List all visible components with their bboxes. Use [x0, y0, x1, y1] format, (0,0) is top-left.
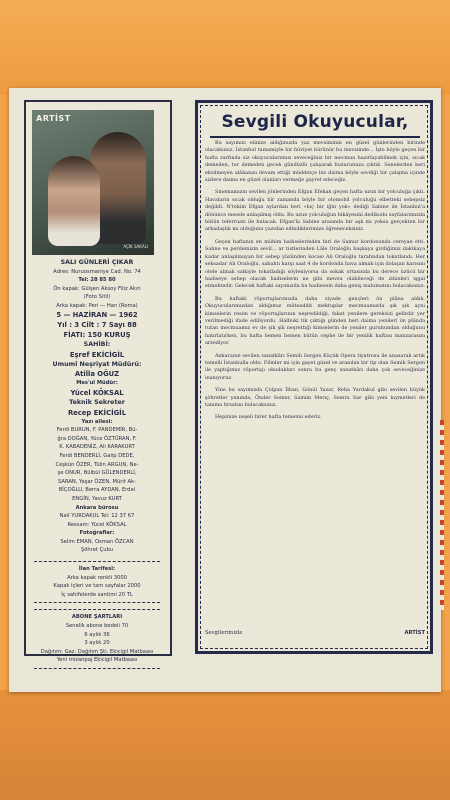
photo-brand-label: ARTİST — [36, 114, 71, 123]
editorial-paragraph: Ankaranın sevilen sanatkârı Semih Sergen Küçük Opera tiyatrosu ile anasarak artık temelli İstanbulla oldu. Filmler mi için gayet güzel ve aranılan bir tip olan Semih Sergen ile yaptığımız röportajı okudukları sonra bu genç sanatkârı daha çok seveceğinize inanıyoruz. — [205, 352, 425, 381]
masthead-line: Yücel KÖKSAL — [70, 389, 124, 398]
subscription-title: ABONE ŞARTLARI — [71, 614, 123, 621]
masthead-line: Adres: Nuruosmaniye Cad. No. 74 — [53, 268, 141, 275]
ad-rate-line: Kapak içleri ve tam sayfalar 2000 — [53, 583, 141, 590]
masthead-line: Arka kapak: Peri — Han (Roma) — [56, 302, 138, 309]
subscription-line: Dağıtım: Gaz. Dağıtım Şti. Ekicigil Matbaası — [40, 648, 154, 655]
editorial-paragraph: Sinemamızın sevilen jönlerinden Efgan Efekan geçen hafta uzun bir yolculuğa çıktı. Havaların sıcak olduğu bir zamanda böyle bir otomobil yolculuğu elbetteki sebepsiz değildi. N'tekim Efgan aylardan beri «hiç bir iğin yok» dediği Sabine ile İstanbul'a dönünce mesele anlaşılmış oldu. Bu uzun yolculuğun hikâyesini dedikodu sayfalarımızda bütün teferruatı ile bulacak. Efgan'la Sabine arasında bir aşk mı yoksa gerçekten bir arkadaşlık mı olduğunu yazıdan edindiklerimize öğreneceksiniz. — [205, 189, 425, 233]
masthead-line: ENGİN, Yavuz KURT — [72, 495, 122, 502]
masthead-line: Nail YURDAKUL Tel: 12 37 67 — [59, 513, 135, 520]
editorial-paragraph: Geçen haftanın en mühim hadiselerinden biri de Samur kordonunda cereyan etti. Sahne ve perdemizin sevil... ar tistlerinden Lâle Oraloğlu başkaya girdiğimiz dakikaya kadar anlaşılmayan bir sebep yüzünden kocası Ali Oraloğlu tarafından tokatlandı. Her seksadar Ali Oraloğlu, sabahtı karşı saat 4 de kordonda hava almak için dolaşan karısını otele almak salkiyle tokatladığı söyleniyorsa da sokak ortasında bu derece üzücü bir hadiseye sebep olacak hadiselerin ne gibi mevzu olabileceği de zihinleri işgal etmektedir. Gelecek haftaki sayımızda bu hadisenin daha geniş malumatını bulacaksınız. — [205, 238, 426, 290]
subscription-line: 6 aylık 36 — [84, 631, 110, 638]
editorial-paragraph: Bu sayımızı elinize aldığınızda yaz mevsiminin en güzel günlerinden birinde olacaksınız. İstanbul tamamiyle bir hüviyet bürünür bu mevsimde... İşte böyle geçen bir hafta zarfında siz okuyucularımızı seveceğiniz bir mecmua hazırlayabilmek için, sıcak demeden, tor demeden gecelı gündüzlü çalışarak huzurunuza çıktık. Senelerden beri eksilmeyen alâkanızı devam ettiği müddetçe biz daima böyle sevdiği bir çalışma içinde sizlere daima en güzel olanları vermeğe gayret edeceğiz. — [205, 140, 425, 184]
editorial-paragraph: Bu haftaki röportajlarımızda daha ziyade gençleri ön plâna aldık. Okuyucularımızdan aldığımız müteaddit mektuplar mecmuamızda şık şık ayni kimselerin resim ve röportajlarının neşredildiği, fakat yenilere gereksizi gelirdir yer verilmediği ifade ediliyordu. Halbuki tik çıktığı günden beri daima yenileri ön plânda tutan mecmuamız ev de şik şik neşrettiği kimselerin de yeniler guruhundan olduğunu hatırlatırken, bu hafta hemen hemen bütün cephe ile bir yenilik haftası manzarasını arzediyor. — [205, 295, 425, 347]
masthead-line: Recep EKİCİGİL — [67, 408, 127, 417]
signature-text: ARTİST — [404, 630, 425, 636]
subscription-box — [34, 609, 160, 669]
masthead-line: Ceşkün ÖZER, Tülin ARGUN, Ne- — [55, 461, 139, 468]
masthead-line: FİATI: 150 KURUŞ — [63, 331, 131, 340]
masthead-line: ğra DOĞAN, Yüce ÖZTÜRAN, F. — [57, 435, 137, 442]
masthead-line: SALI GÜNLERİ ÇIKAR — [60, 259, 134, 266]
editorial-paragraph: Yine bu sayımızda Çolpan İlhan, Gönül Yazar, Reha Yurdakul gibi sevilen büyük şöhretler yanında, Önder Somer, Samim Meriç, Semra Sar gibi yeni kıymetleri de tanıma fırsatını bulacaksınız. — [205, 387, 425, 408]
subscription-line: 3 aylık 20 — [84, 640, 110, 647]
masthead-line: Ferdi BENDERLİ, Galip DEDE, — [59, 452, 135, 459]
editorial-body — [205, 140, 425, 427]
ad-rates-box — [34, 561, 160, 603]
cover-photo — [32, 110, 154, 255]
ad-rate-line: İç sahifelerde santimi 20 TL — [61, 591, 133, 598]
masthead-line: Eşref EKİCİGİL — [69, 350, 125, 359]
ad-rate-line: Arka kapak renkli 3000 — [67, 574, 127, 581]
signature-line — [205, 630, 425, 636]
actress-figure — [48, 156, 100, 246]
masthead-line: şe ONUR, Bülbül GÜLENDERLİ, — [57, 470, 137, 477]
background-bottom — [0, 690, 450, 800]
photo-caption: AÇIK SAKALI — [123, 244, 148, 249]
masthead-line: SAHİBİ: — [83, 341, 111, 349]
masthead-line: Umumî Neşriyat Müdürü: — [52, 360, 142, 368]
masthead-line: Ankara bürosu — [75, 504, 119, 511]
masthead-line: Ressam: Yücel KÖKSAL — [67, 521, 127, 528]
masthead-line: Selim EMAN, Osman ÖZCAN — [60, 538, 134, 545]
masthead-line: SARAN, Yaşar ÖZEN, Mürit Ak- — [58, 478, 136, 485]
masthead-line: Atilla OĞUZ — [74, 370, 120, 379]
masthead-line: Ön kapak: Gülşen Aksoy Filiz Akın — [53, 285, 141, 292]
ad-rates-title: İlan Tarifesi: — [78, 566, 116, 573]
masthead-line: K. KABADENİZ, Ali KARAKURT — [59, 444, 135, 451]
closing-text: Sevgilerimizle — [205, 630, 243, 636]
masthead-line: Şöhret Çubu — [80, 547, 114, 554]
subscription-line: Senelik abone bedeli 70 — [65, 623, 129, 630]
masthead-line: Yıl : 3 Cilt : 7 Sayı 88 — [57, 321, 137, 330]
masthead-line: Yazı ailesi: — [81, 418, 113, 425]
masthead-line: (Foto Sitil) — [83, 294, 111, 301]
subscription-line: Yeni mizanpaj Ekicigil Matbaası — [56, 657, 138, 664]
background-top — [0, 0, 450, 95]
masthead-line: Ferdi BURUN, F. PANDEMİR, Bü- — [56, 427, 138, 434]
masthead-text — [30, 258, 164, 675]
page-tear — [440, 420, 444, 610]
masthead-line: BİÇOĞLU, Berra AYDAN, Erdel — [58, 487, 136, 494]
editorial-title: Sevgili Okuyucular, — [221, 112, 409, 132]
masthead-line: Tel: 28 85 80 — [78, 277, 116, 284]
masthead-line: Mes'ul Müdür: — [76, 380, 118, 387]
title-rule — [210, 136, 420, 138]
masthead-line: 5 — HAZİRAN — 1962 — [56, 311, 138, 320]
editorial-paragraph: Hepinize neşeli birer hafta temenni ederiz. — [215, 414, 322, 421]
masthead-line: Teknik Sekreter — [69, 399, 125, 407]
masthead-line: Fotoğraflar: — [79, 530, 115, 537]
